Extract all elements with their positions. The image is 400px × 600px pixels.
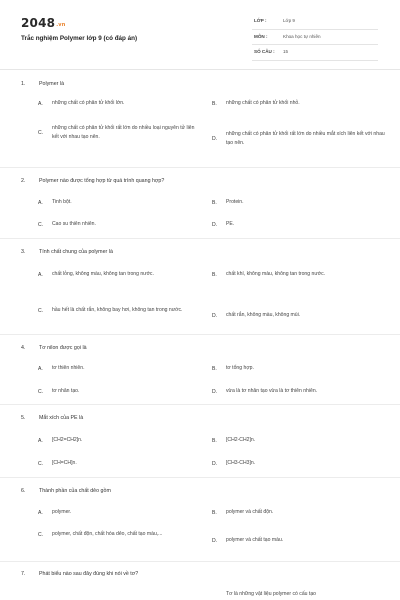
question-text: Thành phần của chất dẻo gồm (39, 488, 111, 494)
option-text: [CH2-CH2]n. (226, 437, 256, 443)
option-letter: A. (38, 199, 43, 206)
answer-option[interactable] (212, 270, 387, 279)
question-stem (21, 345, 87, 351)
option-letter: D. (212, 136, 218, 142)
question-stem (21, 178, 164, 184)
option-text: hầu hết là chất rắn, không bay hơi, không tan trong nước. (52, 307, 183, 313)
option-text: PE. (226, 221, 235, 227)
answer-option[interactable] (38, 124, 198, 142)
option-letter: D. (212, 537, 218, 544)
question-divider (0, 238, 400, 239)
option-letter: A. (38, 271, 43, 278)
option-text: tơ tổng hợp. (226, 365, 254, 371)
meta-value: Lớp 9 (283, 18, 295, 23)
answer-option[interactable] (212, 198, 387, 207)
question-number: 4. (21, 345, 26, 351)
answer-option[interactable] (38, 364, 198, 373)
option-text: Tinh bột. (52, 199, 72, 205)
option-letter: A. (38, 509, 43, 516)
answer-option[interactable] (38, 306, 198, 315)
answer-option[interactable] (212, 459, 387, 468)
answer-option[interactable] (38, 530, 198, 539)
option-text: polymer. (52, 509, 72, 515)
option-text: những chất có phân tử khối nhỏ. (226, 100, 300, 106)
meta-value: 15 (283, 49, 289, 54)
question-text: Polymer nào được tổng hợp từ quá trình quang hợp? (39, 178, 165, 184)
option-letter: C. (38, 388, 44, 395)
question-number: 1. (21, 81, 26, 87)
option-letter: B. (212, 509, 217, 516)
meta-count (252, 45, 378, 61)
question-text: Mắt xích của PE là (39, 415, 84, 421)
question-divider (0, 477, 400, 478)
option-letter: C. (38, 460, 44, 467)
logo-text: 2048 (21, 16, 56, 30)
answer-option[interactable] (212, 364, 387, 373)
option-text: polymer và chất độn. (226, 509, 274, 515)
question-divider (0, 404, 400, 405)
question-number: 6. (21, 488, 26, 494)
answer-option[interactable] (212, 590, 387, 599)
answer-option[interactable] (212, 436, 387, 445)
answer-option[interactable] (212, 220, 387, 229)
answer-option[interactable] (212, 99, 387, 108)
question-stem (21, 415, 83, 421)
option-letter: B. (212, 100, 217, 107)
question-stem (21, 249, 113, 255)
meta-label: MÔN : (254, 33, 268, 39)
question-text: Tơ nilon được gọi là (39, 345, 87, 351)
question-divider (0, 167, 400, 168)
question-stem (21, 571, 138, 577)
question-number: 3. (21, 249, 26, 255)
meta-subject (252, 30, 378, 46)
question-divider (0, 334, 400, 335)
answer-option[interactable] (38, 508, 198, 517)
answer-option[interactable] (38, 270, 198, 279)
logo-suffix: .vn (56, 22, 66, 28)
answer-option[interactable] (212, 508, 387, 517)
answer-option[interactable] (38, 387, 198, 396)
question-stem (21, 488, 111, 494)
option-letter: B. (212, 199, 217, 206)
answer-option[interactable] (38, 220, 198, 229)
quiz-header (0, 0, 400, 64)
option-letter: B. (212, 437, 217, 444)
site-logo[interactable] (21, 16, 66, 30)
page-title: Trắc nghiệm Polymer lớp 9 (có đáp án) (21, 35, 138, 42)
option-letter: B. (212, 271, 217, 278)
option-letter: A. (38, 100, 43, 107)
option-text: Tơ là những vật liệu polymer có cấu tạo (226, 591, 316, 597)
answer-option[interactable] (212, 536, 387, 545)
option-text: chất rắn, không màu, không mùi. (226, 312, 301, 318)
option-text: polymer, chất độn, chất hóa dẻo, chất tạo màu,... (52, 531, 163, 537)
option-text: chất lỏng, không màu, không tan trong nước. (52, 271, 154, 277)
option-text: Cao su thiên nhiên. (52, 221, 96, 227)
option-text: những chất có phân tử khối rất lớn do nhiều mắt xích liên kết với nhau tạo nên. (226, 131, 385, 146)
quiz-meta (252, 14, 378, 61)
option-letter: D. (212, 388, 218, 395)
answer-option[interactable] (38, 198, 198, 207)
answer-option[interactable] (212, 130, 387, 148)
meta-class (252, 14, 378, 30)
option-text: chất khí, không màu, không tan trong nước. (226, 271, 326, 277)
option-text: những chất có phân tử khối lớn. (52, 100, 125, 106)
option-text: [CH2=CH2]n. (52, 437, 83, 443)
question-text: Polymer là (39, 81, 65, 87)
answer-option[interactable] (38, 459, 198, 468)
option-text: [CH3-CH3]n. (226, 460, 256, 466)
option-letter: D. (212, 312, 218, 319)
option-text: vừa là tơ nhân tạo vừa là tơ thiên nhiên. (226, 388, 318, 394)
meta-value: Khoa học tự nhiên (283, 33, 321, 39)
answer-option[interactable] (212, 311, 387, 320)
option-letter: A. (38, 437, 43, 444)
option-letter: A. (38, 365, 43, 372)
question-divider (0, 561, 400, 562)
answer-option[interactable] (38, 99, 198, 108)
question-number: 5. (21, 415, 26, 421)
option-letter: C. (38, 130, 44, 136)
option-text: polymer và chất tạo màu. (226, 537, 284, 543)
option-letter: C. (38, 221, 44, 228)
option-text: tơ thiên nhiên. (52, 365, 85, 371)
question-number: 7. (21, 571, 26, 577)
option-letter: D. (212, 460, 218, 467)
meta-label: SỐ CÂU : (254, 49, 275, 54)
option-letter: C. (38, 531, 44, 538)
question-text: Phát biểu nào sau đây đúng khi nói về tơ? (39, 571, 139, 577)
option-letter: D. (212, 221, 218, 228)
option-text: tơ nhân tạo. (52, 388, 80, 394)
option-text: [CH=CH]n. (52, 460, 77, 466)
header-divider (0, 69, 400, 70)
option-letter: B. (212, 365, 217, 372)
meta-label: LỚP : (254, 18, 267, 23)
question-number: 2. (21, 178, 26, 184)
question-text: Tính chất chung của polymer là (39, 249, 113, 255)
answer-option[interactable] (38, 436, 198, 445)
option-text: những chất có phân tử khối rất lớn do nhiều loại nguyên tử liên kết với nhau tạo nên. (52, 125, 195, 140)
option-letter: C. (38, 307, 44, 314)
option-text: Protein. (226, 199, 244, 205)
question-stem (21, 81, 64, 87)
answer-option[interactable] (212, 387, 387, 396)
